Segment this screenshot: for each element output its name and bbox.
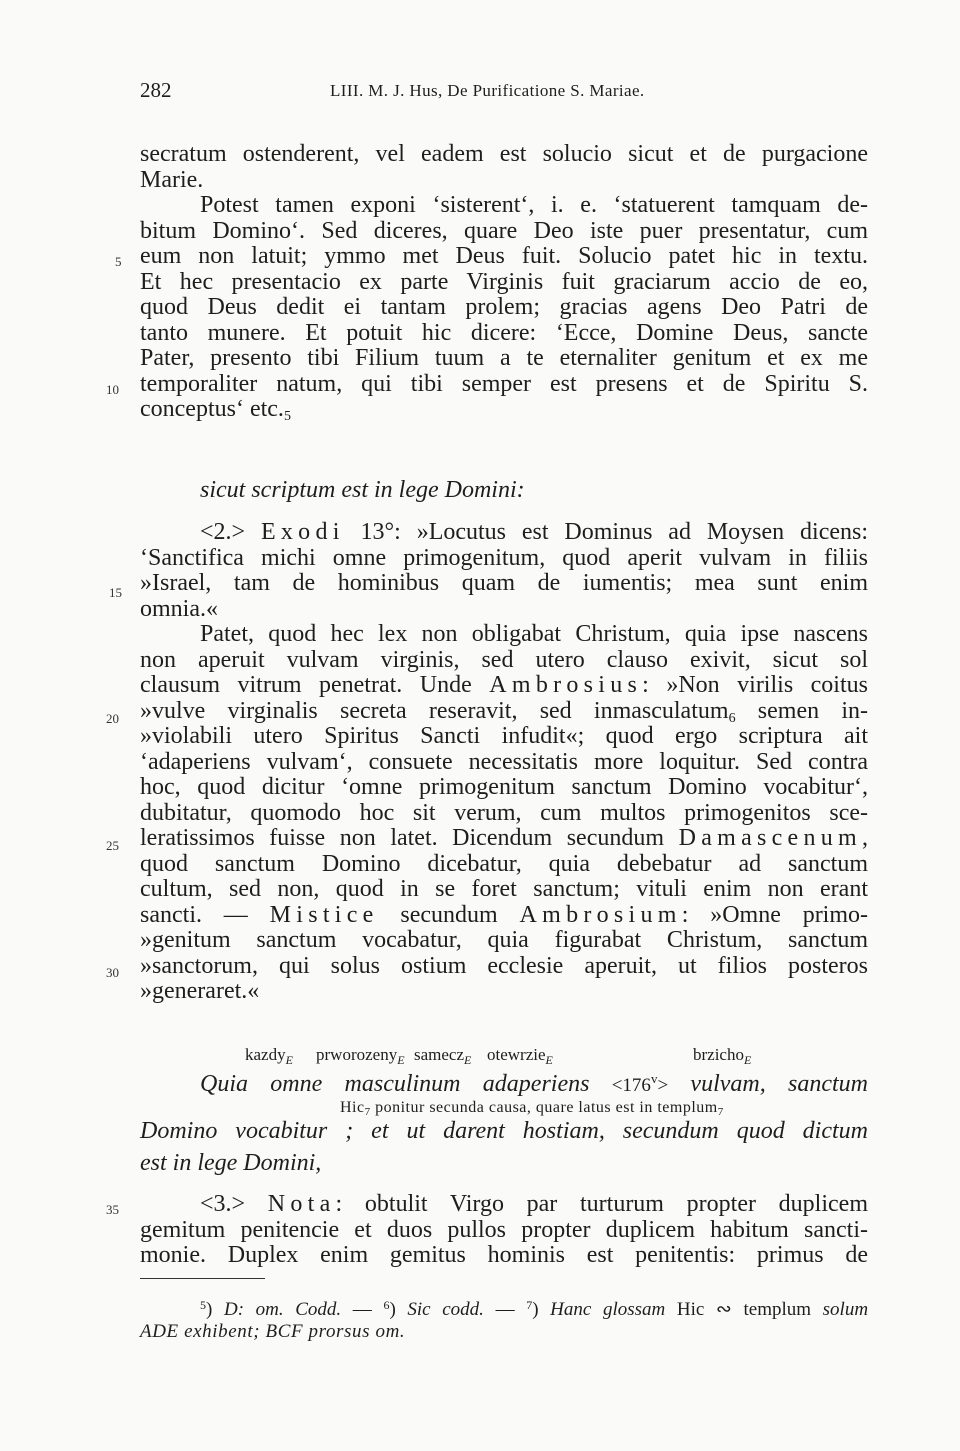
lemma-line: Domino vocabitur ; et ut darent hostiam, secundum quod dictum — [140, 1118, 868, 1144]
text-segment: Quia omne masculinum adaperiens — [200, 1071, 612, 1097]
margin-line-number: 10 — [106, 382, 119, 397]
body-line — [140, 750, 868, 776]
body-line — [140, 597, 868, 623]
gloss-text: otewrzie — [487, 1045, 546, 1064]
text-segment: secratum ostenderent, vel eadem est solucio sicut et de purgacione — [140, 141, 868, 167]
margin-line-number: 15 — [109, 585, 122, 600]
footnote-divider — [140, 1278, 265, 1279]
gloss-marker: E — [397, 1053, 405, 1067]
text-segment: bitum Domino‘. Sed diceres, quare Deo iste puer presentatur, cum — [140, 217, 868, 244]
body-line — [140, 546, 868, 572]
text-segment: : »Non virilis coitus — [642, 672, 868, 698]
text-segment: hoc, quod dicitur ‘omne primogenitum sanctum Domino vocabitur‘, — [140, 774, 868, 800]
body-line — [140, 397, 868, 423]
spaced-word: Ambrosium — [519, 901, 682, 928]
text-block-commentary — [140, 142, 868, 423]
running-title: LIII. M. J. Hus, De Purificatione S. Mariae. — [330, 81, 645, 100]
text-segment: clausum vitrum penetrat. Unde — [140, 672, 490, 698]
footnote-line — [200, 1299, 868, 1321]
text-segment: Potest tamen exponi ‘sisterent‘, i. e. ‘statuerent tamquam de- — [200, 192, 868, 218]
text-segment: »violabili utero Spiritus Sancti infudit«; quod ergo scriptura ait — [140, 723, 868, 749]
body-line — [140, 193, 868, 219]
latin-gloss — [340, 1098, 724, 1118]
text-segment: omnia.« — [140, 595, 218, 622]
text-segment: Patet, quod hec lex non obligabat Christum, quia ipse nascens — [200, 621, 868, 647]
margin-line-number: 5 — [115, 254, 122, 269]
body-line — [140, 295, 868, 321]
spaced-word: Ambrosius — [489, 672, 643, 698]
gloss-marker: E — [464, 1053, 472, 1067]
text-segment: ponitur secunda causa, quare latus est in templum — [370, 1099, 718, 1116]
text-segment: sancti. — — [140, 901, 270, 928]
body-line — [140, 852, 868, 878]
text-segment: : obtulit Virgo par turturum propter duplicem — [335, 1191, 868, 1217]
czech-gloss-word — [487, 1045, 553, 1065]
text-segment: Hic — [340, 1099, 365, 1116]
gloss-text: brzicho — [693, 1045, 744, 1064]
footnote-number: 7 — [526, 1298, 533, 1312]
body-line — [140, 903, 868, 929]
rubric-heading: sicut scriptum est in lege Domini: — [200, 477, 525, 503]
body-line — [140, 928, 868, 954]
text-segment: secundum — [378, 901, 520, 928]
body-line — [140, 346, 868, 372]
text-segment: ) — [532, 1299, 551, 1320]
body-line — [140, 622, 868, 648]
body-line — [140, 648, 868, 674]
text-segment: ‘adaperiens vulvam‘, consuete necessitatis more loquitur. Sed contra — [140, 748, 868, 775]
text-segment: »sanctorum, qui solus ostium ecclesie aperuit, ut filios posteros — [140, 952, 868, 979]
body-line — [140, 826, 868, 852]
body-line — [140, 1192, 868, 1218]
text-segment: dubitatur, quomodo hoc sit verum, cum multos primogenitos sce- — [140, 799, 868, 826]
body-line — [140, 270, 868, 296]
margin-line-number: 20 — [106, 711, 119, 726]
footnote-number: 6 — [383, 1298, 390, 1312]
czech-gloss-word — [693, 1045, 751, 1065]
gloss-text: kazdy — [245, 1045, 286, 1064]
gloss-text: prworozeny — [316, 1045, 398, 1064]
body-line — [140, 775, 868, 801]
footnote-line: ADE exhibent; BCF prorsus om. — [140, 1321, 406, 1342]
spaced-word: Nota — [267, 1191, 336, 1217]
text-segment: tanto munere. Et potuit hic dicere: ‘Ecce, Domine Deus, sancte — [140, 319, 868, 346]
text-segment: »generaret.« — [140, 978, 260, 1004]
text-segment: D: om. Codd. — [223, 1299, 342, 1320]
footnote-ref: 5 — [283, 409, 291, 424]
text-segment: Hic ∾ templum — [665, 1299, 823, 1320]
body-line — [140, 372, 868, 398]
text-segment: Marie. — [140, 166, 204, 193]
text-segment: eum non latuit; ymmo met Deus fuit. Solucio patet hic in textu. — [140, 243, 868, 269]
gloss-text: samecz — [414, 1045, 465, 1064]
text-segment: 13°: »Locutus est Dominus ad Moysen dicens: — [344, 519, 869, 545]
text-segment: conceptus‘ etc. — [140, 396, 284, 422]
text-segment: cultum, sed non, quod in se foret sanctum; vituli enim non erant — [140, 876, 868, 902]
czech-gloss-word — [414, 1045, 471, 1065]
text-segment: gemitum penitencie et duos pullos propter duplicem habitum sancti- — [140, 1216, 868, 1243]
text-segment: quod Deus dedit ei tantam prolem; gracias agens Deo Patri de — [140, 294, 868, 320]
text-block-nota — [140, 1192, 868, 1269]
section-number: <2.> — [200, 519, 261, 545]
text-segment: Pater, presento tibi Filium tuum a te eternaliter genitum et ex me — [140, 345, 868, 371]
czech-gloss-word — [245, 1045, 293, 1065]
text-segment: vulvam, sanctum — [668, 1071, 868, 1097]
body-line — [140, 520, 868, 546]
footnote-number: 5 — [200, 1298, 206, 1312]
text-segment: »Israel, tam de hominibus quam de iumentis; mea sunt enim — [140, 570, 868, 596]
gloss-marker: E — [545, 1053, 553, 1067]
text-segment: — — [483, 1299, 527, 1320]
footnote-ref: 7 — [364, 1106, 371, 1118]
body-line — [140, 1218, 868, 1244]
text-segment: solum — [822, 1299, 869, 1320]
folio-mark: > — [657, 1075, 669, 1096]
body-line — [140, 219, 868, 245]
text-block-exodus — [140, 520, 868, 1005]
text-segment: semen in- — [735, 697, 868, 724]
body-line — [140, 244, 868, 270]
text-segment: quod sanctum Domino dicebatur, quia debebatur ad sanctum — [140, 850, 868, 877]
text-segment: »genitum sanctum vocabatur, quia figurabat Christum, sanctum — [140, 927, 868, 953]
czech-gloss-word — [316, 1045, 405, 1065]
body-line — [140, 724, 868, 750]
body-line — [140, 1243, 868, 1269]
text-segment: temporaliter natum, qui tibi semper est presens et de Spiritu S. — [140, 370, 868, 397]
folio-verso-mark: v — [650, 1071, 658, 1086]
body-line — [140, 699, 868, 725]
text-segment: : »Omne primo- — [681, 901, 869, 928]
text-segment: ‘Sanctifica michi omne primogenitum, quod aperit vulvam in filiis — [140, 544, 868, 571]
spaced-word: Mistice — [269, 901, 379, 928]
body-line — [140, 877, 868, 903]
margin-line-number: 25 — [106, 838, 119, 853]
page-number: 282 — [140, 78, 172, 102]
margin-line-number: 30 — [106, 965, 119, 980]
text-segment: non aperuit vulvam virginis, sed utero clauso exivit, sicut sol — [140, 646, 868, 673]
section-number: <3.> — [200, 1191, 268, 1217]
text-segment: , — [862, 825, 868, 851]
lemma-line: est in lege Domini, — [140, 1150, 322, 1176]
text-segment: Et hec presentacio ex parte Virginis fuit graciarum accio de eo, — [140, 268, 868, 295]
footnote-ref: 6 — [728, 710, 736, 726]
text-segment: »vulve virginalis secreta reseravit, sed inmasculatum — [140, 697, 729, 724]
body-line — [140, 801, 868, 827]
folio-mark: <176 — [611, 1075, 651, 1096]
body-line — [140, 321, 868, 347]
gloss-marker: E — [743, 1053, 752, 1067]
text-segment: — — [341, 1299, 384, 1320]
body-line — [140, 142, 868, 168]
spaced-word: Exodi — [260, 519, 345, 545]
body-line — [140, 168, 868, 194]
text-segment: Hanc glossam — [550, 1299, 666, 1320]
body-line — [140, 571, 868, 597]
text-segment: ) — [389, 1299, 408, 1320]
text-segment: ) — [206, 1299, 224, 1320]
gloss-marker: E — [285, 1053, 293, 1067]
body-line — [140, 954, 868, 980]
spaced-word: Damascenum — [678, 825, 862, 851]
body-line — [140, 673, 868, 699]
margin-line-number: 35 — [106, 1202, 119, 1217]
footnote-ref: 7 — [717, 1106, 724, 1118]
lemma-line — [200, 1072, 868, 1098]
body-line — [140, 979, 868, 1005]
text-segment: leratissimos fuisse non latet. Dicendum secundum — [140, 825, 679, 851]
text-segment: monie. Duplex enim gemitus hominis est penitentis: primus de — [140, 1242, 868, 1268]
text-segment: Sic codd. — [407, 1299, 484, 1320]
